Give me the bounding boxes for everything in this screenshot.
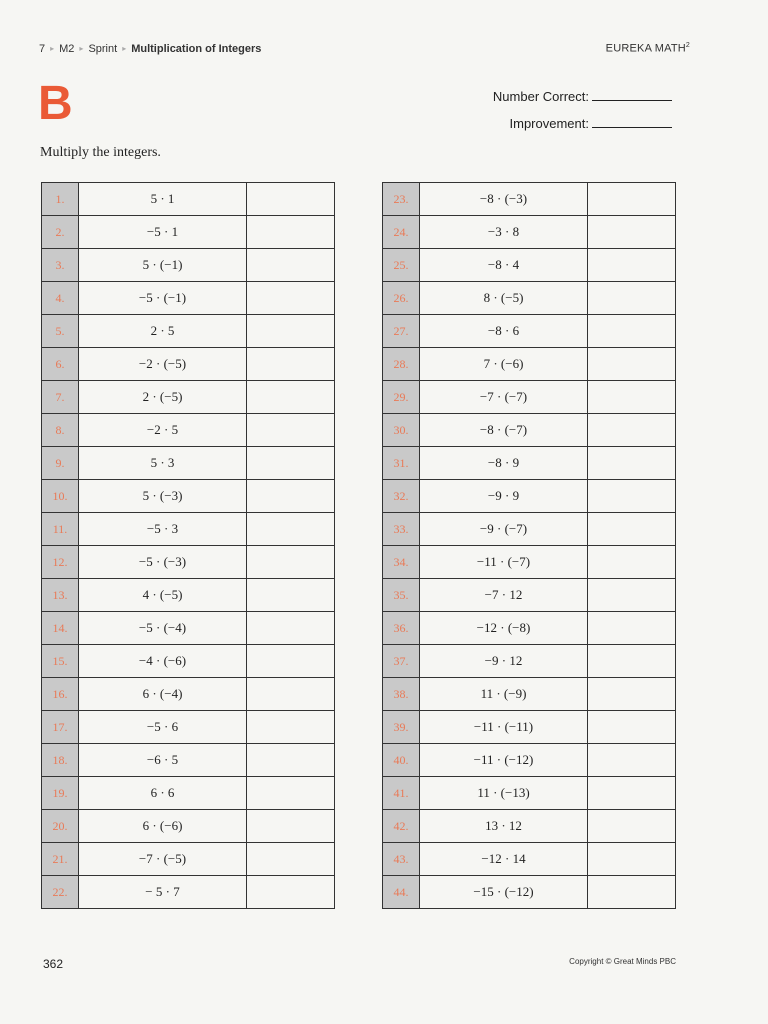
problem-row xyxy=(383,678,676,711)
problem-row xyxy=(42,315,335,348)
problem-expression: 6 · (−6) xyxy=(79,810,247,843)
problem-expression: −11 · (−12) xyxy=(420,744,588,777)
problem-number: 36. xyxy=(383,612,420,645)
problem-number: 37. xyxy=(383,645,420,678)
problem-number: 19. xyxy=(42,777,79,810)
problem-row xyxy=(42,381,335,414)
answer-cell[interactable] xyxy=(588,513,676,546)
problem-row xyxy=(383,249,676,282)
answer-cell[interactable] xyxy=(247,447,335,480)
problem-row xyxy=(383,579,676,612)
problem-row xyxy=(383,282,676,315)
problem-row xyxy=(42,612,335,645)
problem-row xyxy=(383,480,676,513)
problem-row xyxy=(42,513,335,546)
breadcrumb-grade: 7 xyxy=(39,43,46,55)
answer-cell[interactable] xyxy=(588,447,676,480)
problem-row xyxy=(42,876,335,909)
problem-number: 43. xyxy=(383,843,420,876)
answer-cell[interactable] xyxy=(588,315,676,348)
problem-row xyxy=(383,216,676,249)
problem-number: 2. xyxy=(42,216,79,249)
answer-cell[interactable] xyxy=(588,810,676,843)
answer-cell[interactable] xyxy=(247,381,335,414)
problem-number: 4. xyxy=(42,282,79,315)
problem-expression: −5 · 3 xyxy=(79,513,247,546)
problem-number: 38. xyxy=(383,678,420,711)
problem-number: 22. xyxy=(42,876,79,909)
answer-cell[interactable] xyxy=(247,216,335,249)
problem-expression: −5 · (−3) xyxy=(79,546,247,579)
problem-expression: −5 · (−1) xyxy=(79,282,247,315)
problem-expression: −11 · (−7) xyxy=(420,546,588,579)
problem-number: 26. xyxy=(383,282,420,315)
problem-number: 31. xyxy=(383,447,420,480)
problem-number: 35. xyxy=(383,579,420,612)
problem-number: 9. xyxy=(42,447,79,480)
problem-expression: −2 · (−5) xyxy=(79,348,247,381)
answer-cell[interactable] xyxy=(247,810,335,843)
problem-expression: 5 · 1 xyxy=(79,183,247,216)
problem-number: 28. xyxy=(383,348,420,381)
problem-number: 13. xyxy=(42,579,79,612)
problem-row xyxy=(42,579,335,612)
problem-number: 27. xyxy=(383,315,420,348)
problem-number: 5. xyxy=(42,315,79,348)
problem-expression: −7 · (−5) xyxy=(79,843,247,876)
problem-expression: −9 · (−7) xyxy=(420,513,588,546)
chevron-right-icon: ▸ xyxy=(79,44,84,53)
problem-row xyxy=(42,678,335,711)
answer-cell[interactable] xyxy=(588,777,676,810)
problem-number: 29. xyxy=(383,381,420,414)
problem-row xyxy=(42,843,335,876)
answer-cell[interactable] xyxy=(247,645,335,678)
problem-number: 30. xyxy=(383,414,420,447)
problem-expression: −8 · (−7) xyxy=(420,414,588,447)
answer-cell[interactable] xyxy=(588,579,676,612)
problem-expression: −6 · 5 xyxy=(79,744,247,777)
problem-expression: −5 · (−4) xyxy=(79,612,247,645)
problem-number: 33. xyxy=(383,513,420,546)
problem-expression: 6 · 6 xyxy=(79,777,247,810)
problem-row xyxy=(383,315,676,348)
problem-number: 20. xyxy=(42,810,79,843)
answer-cell[interactable] xyxy=(247,348,335,381)
breadcrumb xyxy=(39,43,261,55)
answer-cell[interactable] xyxy=(247,744,335,777)
problem-row xyxy=(42,645,335,678)
copyright: Copyright © Great Minds PBC xyxy=(569,957,676,966)
answer-cell[interactable] xyxy=(588,216,676,249)
problem-number: 17. xyxy=(42,711,79,744)
problem-number: 18. xyxy=(42,744,79,777)
problem-row xyxy=(383,546,676,579)
answer-cell[interactable] xyxy=(588,183,676,216)
problem-row xyxy=(383,381,676,414)
improvement-label: Improvement: xyxy=(509,116,589,131)
breadcrumb-section: Sprint xyxy=(88,43,118,55)
problem-number: 40. xyxy=(383,744,420,777)
number-correct-field[interactable] xyxy=(493,89,672,104)
problem-expression: −15 · (−12) xyxy=(420,876,588,909)
problem-row xyxy=(42,546,335,579)
answer-cell[interactable] xyxy=(247,513,335,546)
problem-expression: 2 · 5 xyxy=(79,315,247,348)
improvement-field[interactable] xyxy=(510,116,672,131)
problem-expression: 8 · (−5) xyxy=(420,282,588,315)
answer-cell[interactable] xyxy=(588,249,676,282)
problem-expression: 13 · 12 xyxy=(420,810,588,843)
problem-row xyxy=(383,876,676,909)
answer-cell[interactable] xyxy=(588,381,676,414)
answer-cell[interactable] xyxy=(588,744,676,777)
problem-number: 41. xyxy=(383,777,420,810)
problem-row xyxy=(383,414,676,447)
problem-row xyxy=(383,744,676,777)
problem-number: 7. xyxy=(42,381,79,414)
answer-cell[interactable] xyxy=(247,282,335,315)
answer-cell[interactable] xyxy=(588,843,676,876)
answer-cell[interactable] xyxy=(247,876,335,909)
problem-row xyxy=(383,843,676,876)
instructions: Multiply the integers. xyxy=(40,145,161,160)
breadcrumb-current: Multiplication of Integers xyxy=(131,43,262,55)
sprint-letter: B xyxy=(38,77,73,130)
answer-cell[interactable] xyxy=(588,480,676,513)
problem-expression: −5 · 1 xyxy=(79,216,247,249)
answer-cell[interactable] xyxy=(247,480,335,513)
problem-expression: −4 · (−6) xyxy=(79,645,247,678)
number-correct-line[interactable] xyxy=(592,99,672,101)
brand-superscript: 2 xyxy=(685,42,690,49)
brand-logo xyxy=(606,42,690,55)
chevron-right-icon: ▸ xyxy=(122,44,127,53)
problem-number: 24. xyxy=(383,216,420,249)
problem-number: 32. xyxy=(383,480,420,513)
problem-number: 34. xyxy=(383,546,420,579)
answer-cell[interactable] xyxy=(588,348,676,381)
problem-expression: −9 · 9 xyxy=(420,480,588,513)
problem-expression: 6 · (−4) xyxy=(79,678,247,711)
problem-number: 10. xyxy=(42,480,79,513)
number-correct-label: Number Correct: xyxy=(492,89,589,104)
problem-row xyxy=(383,447,676,480)
problem-expression: −8 · 6 xyxy=(420,315,588,348)
problem-expression: 2 · (−5) xyxy=(79,381,247,414)
problem-number: 11. xyxy=(42,513,79,546)
problem-row xyxy=(383,810,676,843)
problem-row xyxy=(383,645,676,678)
problem-expression: 5 · 3 xyxy=(79,447,247,480)
problem-expression: −2 · 5 xyxy=(79,414,247,447)
problem-row xyxy=(383,513,676,546)
problem-expression: −8 · 4 xyxy=(420,249,588,282)
problem-expression: 11 · (−9) xyxy=(420,678,588,711)
answer-cell[interactable] xyxy=(247,843,335,876)
problem-expression: −12 · 14 xyxy=(420,843,588,876)
problem-expression: −12 · (−8) xyxy=(420,612,588,645)
problem-expression: 11 · (−13) xyxy=(420,777,588,810)
problem-expression: 4 · (−5) xyxy=(79,579,247,612)
answer-cell[interactable] xyxy=(247,579,335,612)
problem-expression: 5 · (−3) xyxy=(79,480,247,513)
problem-expression: −8 · (−3) xyxy=(420,183,588,216)
problem-row xyxy=(42,810,335,843)
problem-row xyxy=(42,447,335,480)
problems-table-right xyxy=(382,182,676,909)
problem-row xyxy=(42,480,335,513)
answer-cell[interactable] xyxy=(247,315,335,348)
breadcrumb-module: M2 xyxy=(59,43,75,55)
problem-row xyxy=(383,612,676,645)
problem-row xyxy=(42,348,335,381)
problem-row xyxy=(42,711,335,744)
problem-row xyxy=(42,249,335,282)
problem-expression: −7 · 12 xyxy=(420,579,588,612)
answer-cell[interactable] xyxy=(588,711,676,744)
problem-number: 42. xyxy=(383,810,420,843)
answer-cell[interactable] xyxy=(247,678,335,711)
problem-row xyxy=(42,777,335,810)
problem-number: 16. xyxy=(42,678,79,711)
answer-cell[interactable] xyxy=(247,711,335,744)
problem-expression: −8 · 9 xyxy=(420,447,588,480)
problem-expression: − 5 · 7 xyxy=(79,876,247,909)
brand-name: EUREKA MATH xyxy=(605,42,686,55)
problem-number: 8. xyxy=(42,414,79,447)
problem-number: 15. xyxy=(42,645,79,678)
answer-cell[interactable] xyxy=(247,777,335,810)
problem-row xyxy=(383,711,676,744)
problem-number: 12. xyxy=(42,546,79,579)
problem-number: 6. xyxy=(42,348,79,381)
problem-row xyxy=(383,777,676,810)
problem-row xyxy=(42,414,335,447)
problem-row xyxy=(42,183,335,216)
answer-cell[interactable] xyxy=(247,249,335,282)
problem-number: 23. xyxy=(383,183,420,216)
answer-cell[interactable] xyxy=(588,546,676,579)
problem-row xyxy=(42,744,335,777)
answer-cell[interactable] xyxy=(588,282,676,315)
answer-cell[interactable] xyxy=(247,612,335,645)
problem-row xyxy=(383,183,676,216)
problem-expression: −3 · 8 xyxy=(420,216,588,249)
chevron-right-icon: ▸ xyxy=(50,44,55,53)
answer-cell[interactable] xyxy=(247,546,335,579)
problems-table-left xyxy=(41,182,335,909)
problem-expression: 5 · (−1) xyxy=(79,249,247,282)
problem-number: 14. xyxy=(42,612,79,645)
answer-cell[interactable] xyxy=(588,612,676,645)
problem-expression: −7 · (−7) xyxy=(420,381,588,414)
problem-number: 1. xyxy=(42,183,79,216)
page-number: 362 xyxy=(43,957,64,971)
problem-number: 44. xyxy=(383,876,420,909)
answer-cell[interactable] xyxy=(588,645,676,678)
problem-row xyxy=(42,282,335,315)
problem-expression: 7 · (−6) xyxy=(420,348,588,381)
answer-cell[interactable] xyxy=(588,414,676,447)
problem-expression: −5 · 6 xyxy=(79,711,247,744)
answer-cell[interactable] xyxy=(588,876,676,909)
answer-cell[interactable] xyxy=(247,183,335,216)
problem-row xyxy=(383,348,676,381)
problem-expression: −11 · (−11) xyxy=(420,711,588,744)
problem-number: 21. xyxy=(42,843,79,876)
problem-row xyxy=(42,216,335,249)
problem-expression: −9 · 12 xyxy=(420,645,588,678)
answer-cell[interactable] xyxy=(588,678,676,711)
improvement-line[interactable] xyxy=(592,126,672,128)
problem-number: 39. xyxy=(383,711,420,744)
problem-number: 25. xyxy=(383,249,420,282)
problem-number: 3. xyxy=(42,249,79,282)
answer-cell[interactable] xyxy=(247,414,335,447)
